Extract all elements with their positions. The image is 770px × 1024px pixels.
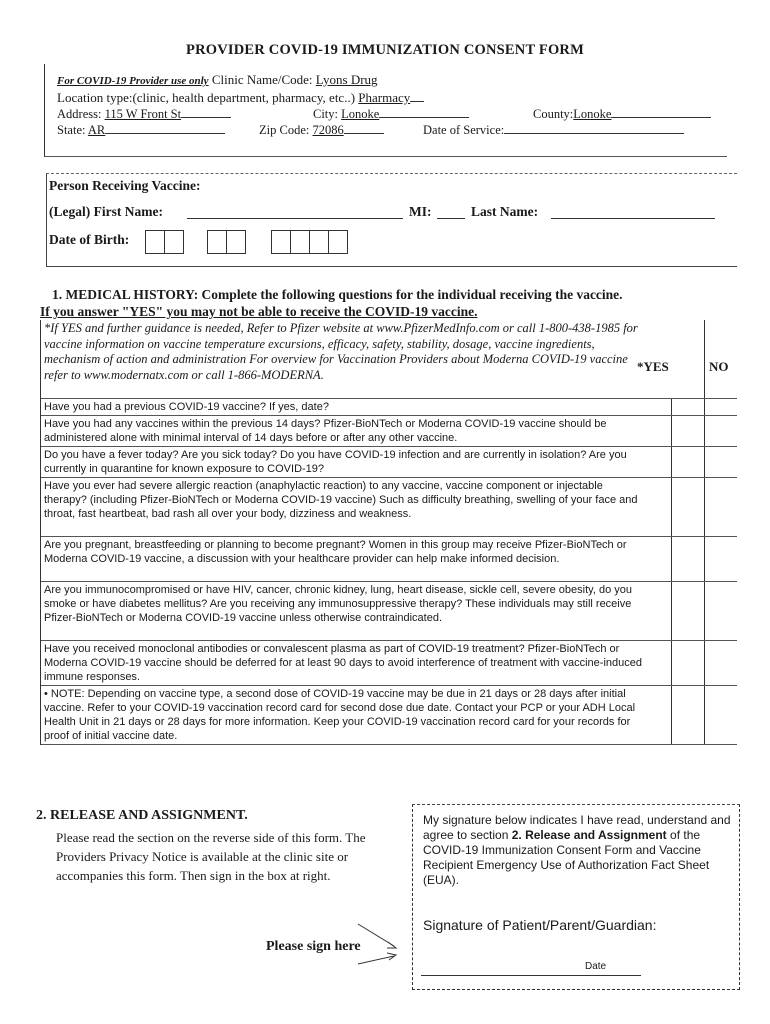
intro-row (41, 320, 737, 399)
note-row (41, 686, 737, 745)
question-text: Have you had a previous COVID-19 vaccine? If yes, date? (44, 401, 329, 413)
city-value[interactable]: Lonoke (341, 107, 380, 121)
county-line (533, 106, 711, 122)
dob-year-field[interactable] (271, 230, 348, 254)
medical-heading: 1. MEDICAL HISTORY: Complete the following questions for the individual receiving the vaccine. (52, 287, 623, 302)
question-row (41, 478, 737, 537)
zip-label: Zip Code: (259, 123, 310, 137)
no-checkbox[interactable] (704, 641, 738, 685)
question-row (41, 537, 737, 582)
county-label: County: (533, 107, 574, 121)
provider-section (44, 64, 727, 157)
yes-checkbox[interactable] (671, 641, 705, 685)
state-label: State: (57, 123, 86, 137)
dos-label: Date of Service: (423, 123, 505, 137)
question-row (41, 641, 737, 686)
no-checkbox[interactable] (704, 582, 738, 640)
mi-label: MI: (409, 204, 432, 219)
question-text: Have you ever had severe allergic reaction (anaphylactic reaction) to any vaccine, vaccine component or injectable therapy? (including Pfizer-BioNTech or Moderna COVID-19 vaccine) Such as difficulty breathing, swelling of your face and throat, fast heartbeat, bad rash all over your body, dizziness and weakness. (44, 480, 638, 520)
zip-line (259, 122, 384, 138)
county-value[interactable]: Lonoke (573, 107, 612, 121)
last-name-field[interactable] (551, 218, 715, 219)
no-checkbox[interactable] (704, 478, 738, 536)
first-name-label: (Legal) First Name: (49, 204, 163, 219)
yes-checkbox[interactable] (671, 537, 705, 581)
form-title: PROVIDER COVID-19 IMMUNIZATION CONSENT FORM (186, 42, 584, 58)
address-label: Address: (57, 107, 102, 121)
question-row (41, 416, 737, 447)
address-line (57, 106, 231, 122)
no-checkbox[interactable] (704, 447, 738, 477)
dob-day-field[interactable] (207, 230, 246, 254)
dob-month-field[interactable] (145, 230, 184, 254)
first-name-field[interactable] (187, 218, 403, 219)
sign-here-label: Please sign here (266, 939, 361, 954)
yes-checkbox[interactable] (671, 399, 705, 415)
clinic-line (57, 72, 378, 88)
date-label: Date (585, 961, 607, 972)
location-value[interactable]: Pharmacy (358, 90, 411, 105)
dos-line (423, 122, 684, 138)
question-text: Do you have a fever today? Are you sick today? Do you have COVID-19 infection and are currently in isolation? Are you currently in quarantine for known exposure to COVID-19? (44, 449, 627, 475)
question-row (41, 399, 737, 416)
provider-use-label: For COVID-19 Provider use only (57, 75, 209, 87)
clinic-value[interactable]: Lyons Drug (315, 72, 378, 87)
person-section (46, 173, 737, 267)
person-heading: Person Receiving Vaccine: (49, 178, 201, 193)
last-name-label: Last Name: (471, 204, 539, 219)
city-label: City: (313, 107, 339, 121)
medical-table (40, 320, 737, 745)
location-line (57, 90, 424, 106)
no-header: NO (709, 359, 729, 374)
question-row (41, 582, 737, 641)
zip-value[interactable]: 72086 (312, 123, 344, 137)
no-checkbox[interactable] (704, 399, 738, 415)
location-label: Location type:(clinic, health department, pharmacy, etc..) (57, 90, 356, 105)
no-checkbox[interactable] (704, 537, 738, 581)
yes-checkbox[interactable] (671, 416, 705, 446)
question-row (41, 447, 737, 478)
question-text: Have you received monoclonal antibodies or convalescent plasma as part of COVID-19 treatment? Pfizer-BioNTech or Moderna COVID-19 vaccine should be deferred for at least 90 days to avoid interference of treatment with vaccine-induced immune responses. (44, 643, 642, 683)
intro-text: *If YES and further guidance is needed, Refer to Pfizer website at www.PfizerMedInfo.com or call 1-800-438-1985 for vaccine information on vaccine temperature excursions, efficacy, safety, stability, dosage, vaccine ingredients, mechanism of action and administration For overview for Vaccination Providers about Moderna COVID-19 vaccine refer to www.modernatx.com or call 1-866-MODERNA. (44, 321, 638, 382)
arrow-icon (354, 920, 410, 968)
signature-box (412, 804, 740, 990)
medical-subheading: If you answer "YES" you may not be able to receive the COVID-19 vaccine. (40, 304, 478, 319)
mi-field[interactable] (437, 218, 465, 219)
question-text: Are you immunocompromised or have HIV, cancer, chronic kidney, lung, heart disease, sickle cell, severe obesity, do you smoke or have diabetes mellitus? Are you receiving any immunosuppressive therapy? These individuals may still receive Pfizer-BioNTech or Moderna COVID-19 vaccine unless otherwise contraindicated. (44, 584, 632, 624)
release-text: Please read the section on the reverse side of this form. The Providers Privacy Notice is available at the clinic site or accompanies this form. Then sign in the box at right. (56, 830, 366, 883)
yes-checkbox[interactable] (671, 447, 705, 477)
yes-checkbox[interactable] (671, 478, 705, 536)
no-checkbox[interactable] (704, 416, 738, 446)
note-text: • NOTE: Depending on vaccine type, a second dose of COVID-19 vaccine may be due in 21 days or 28 days after initial vaccine. Refer to your COVID-19 vaccination record card for second dose due date. Contact your PCP or your ADH Local Health Unit in 21 days or 28 days for more information. Keep your COVID-19 vaccination record card for your records for proof of initial vaccine date. (44, 688, 636, 742)
question-text: Have you had any vaccines within the previous 14 days? Pfizer-BioNTech or Moderna COVID-19 vaccine should be administered alone with minimal interval of 14 days before or after any other vaccine. (44, 418, 607, 444)
signature-label: Signature of Patient/Parent/Guardian: (423, 917, 657, 933)
city-line (313, 106, 469, 122)
signature-field[interactable] (421, 975, 641, 976)
yes-header: *YES (637, 359, 669, 374)
release-heading: 2. RELEASE AND ASSIGNMENT. (36, 808, 248, 823)
dob-label: Date of Birth: (49, 232, 130, 247)
address-value[interactable]: 115 W Front St (104, 107, 182, 121)
question-text: Are you pregnant, breastfeeding or planning to become pregnant? Women in this group may receive Pfizer-BioNTech or Moderna COVID-19 vaccine, a discussion with your healthcare provider can help make informed decision. (44, 539, 627, 565)
clinic-label: Clinic Name/Code: (211, 72, 313, 87)
signature-statement: My signature below indicates I have read, understand and agree to section 2. Release and Assignment of the COVID-19 Immunization Consent Form and Vaccine Recipient Emergency Use of Authorization Fact Sheet (EUA). (423, 813, 731, 887)
state-value[interactable]: AR (87, 123, 106, 137)
yes-checkbox[interactable] (671, 582, 705, 640)
state-line (57, 122, 225, 138)
